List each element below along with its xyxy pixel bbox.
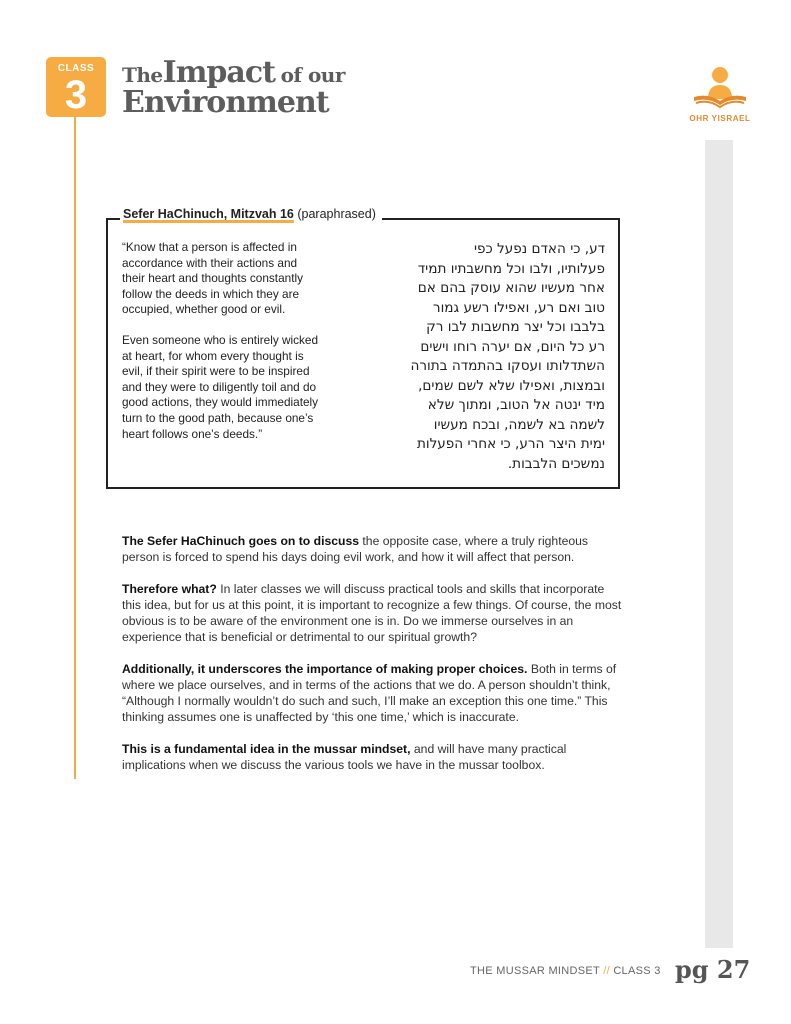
footer-book: THE MUSSAR MINDSET: [470, 965, 600, 977]
hebrew-line: השתדלותו ועסקו בהתמדה בתורה: [410, 358, 605, 374]
paragraph-text: the opposite case, where a truly righteous person is forced to spend his days doing evil work, and how it will affect that person.: [122, 534, 589, 564]
body-paragraph: [122, 581, 622, 645]
paragraph-text: In later classes we will discuss practical tools and skills that incorporate this idea, but for us at this point, it is important to recognize a few things. Of course, the most obvious is to be aware of the environment one is in. Do we immerse ourselves in an experience that is beneficial or detrimental to our spiritual growth?: [122, 582, 622, 644]
hebrew-line: דע, כי האדם נפעל כפי: [473, 241, 605, 257]
hebrew-line: מיד ינטה אל הטוב, ומתוך שלא: [427, 397, 605, 413]
quote-english-paragraph: “Know that a person is affected in accordance with their actions and their heart and thoughts constantly follow the deeds in which they are occupied, whether good or evil.: [122, 240, 304, 317]
body-text: [122, 533, 622, 789]
ohr-yisrael-logo: [685, 65, 755, 123]
paragraph-text: Both in terms of where we place ourselves, and in terms of the actions that we do. A person shouldn’t think, “Although I normally wouldn’t do such and such, I’ll make an exception this one time.” This thinking assumes one is unaffected by ‘this one time,’ which is inaccurate.: [122, 662, 617, 724]
body-paragraph: [122, 741, 622, 773]
paragraph-lead: This is a fundamental idea in the mussar mindset,: [122, 742, 411, 756]
quote-header: [120, 206, 382, 222]
side-gray-bar: [705, 140, 733, 948]
page-number: pg 27: [675, 955, 751, 984]
quote-english-paragraph: Even someone who is entirely wicked at heart, for whom every thought is evil, if their spirit were to be inspired and they were to diligently toil and do good actions, they would immediately turn to the good path, because one’s heart follows one’s deeds.”: [122, 332, 319, 441]
quote-note: (paraphrased): [297, 207, 376, 221]
title-word-of-our: of our: [280, 63, 345, 87]
quote-english: [122, 240, 322, 457]
hebrew-line: פעלותיו, ולבו וכל מחשבתיו תמיד: [417, 260, 605, 277]
paragraph-lead: Therefore what?: [122, 582, 217, 596]
title-word-environment: Environment: [122, 85, 329, 120]
paragraph-text: and will have many practical implications when we discuss the various tools we have in the mussar toolbox.: [122, 742, 567, 772]
paragraph-lead: The Sefer HaChinuch goes on to discuss: [122, 534, 360, 548]
hebrew-line: ובמצות, ואפילו שלא לשם שמים,: [418, 377, 605, 394]
hebrew-line: אחר מעשיו שהוא עוסק בהם אם: [417, 280, 605, 296]
hebrew-line: ימית היצר הרע, כי אחרי הפעלות: [416, 436, 605, 452]
reader-book-icon: [688, 65, 752, 113]
page-footer: [470, 955, 751, 985]
quote-hebrew: [335, 240, 605, 474]
quote-source: Sefer HaChinuch, Mitzvah 16: [123, 207, 294, 221]
body-paragraph: [122, 533, 622, 565]
title-word-the: The: [122, 63, 163, 87]
hebrew-line: נמשכים הלבבות.: [507, 455, 605, 472]
page-title: [122, 55, 345, 120]
body-paragraph: [122, 661, 622, 725]
class-badge-number: 3: [64, 73, 88, 117]
hebrew-line: לשמה בא לשמה, ובכח מעשיו: [433, 416, 605, 433]
footer-separator: //: [603, 965, 610, 977]
footer-class: CLASS 3: [613, 965, 661, 977]
title-word-impact: Impact: [162, 55, 275, 90]
class-badge: [46, 57, 106, 117]
class-badge-label: CLASS: [57, 63, 95, 74]
paragraph-lead: Additionally, it underscores the importance of making proper choices.: [122, 662, 528, 676]
hebrew-line: רע כל היום, אם יערה רוחו וישים: [420, 338, 605, 355]
accent-vertical-line: [74, 117, 76, 779]
logo-name: OHR YISRAEL: [689, 114, 751, 123]
hebrew-line: בלבבו וכל יצר מחשבות לבו רק: [426, 319, 605, 335]
footer-text: [470, 965, 661, 977]
hebrew-line: טוב ואם רע, ואפילו רשע גמור: [432, 299, 605, 316]
